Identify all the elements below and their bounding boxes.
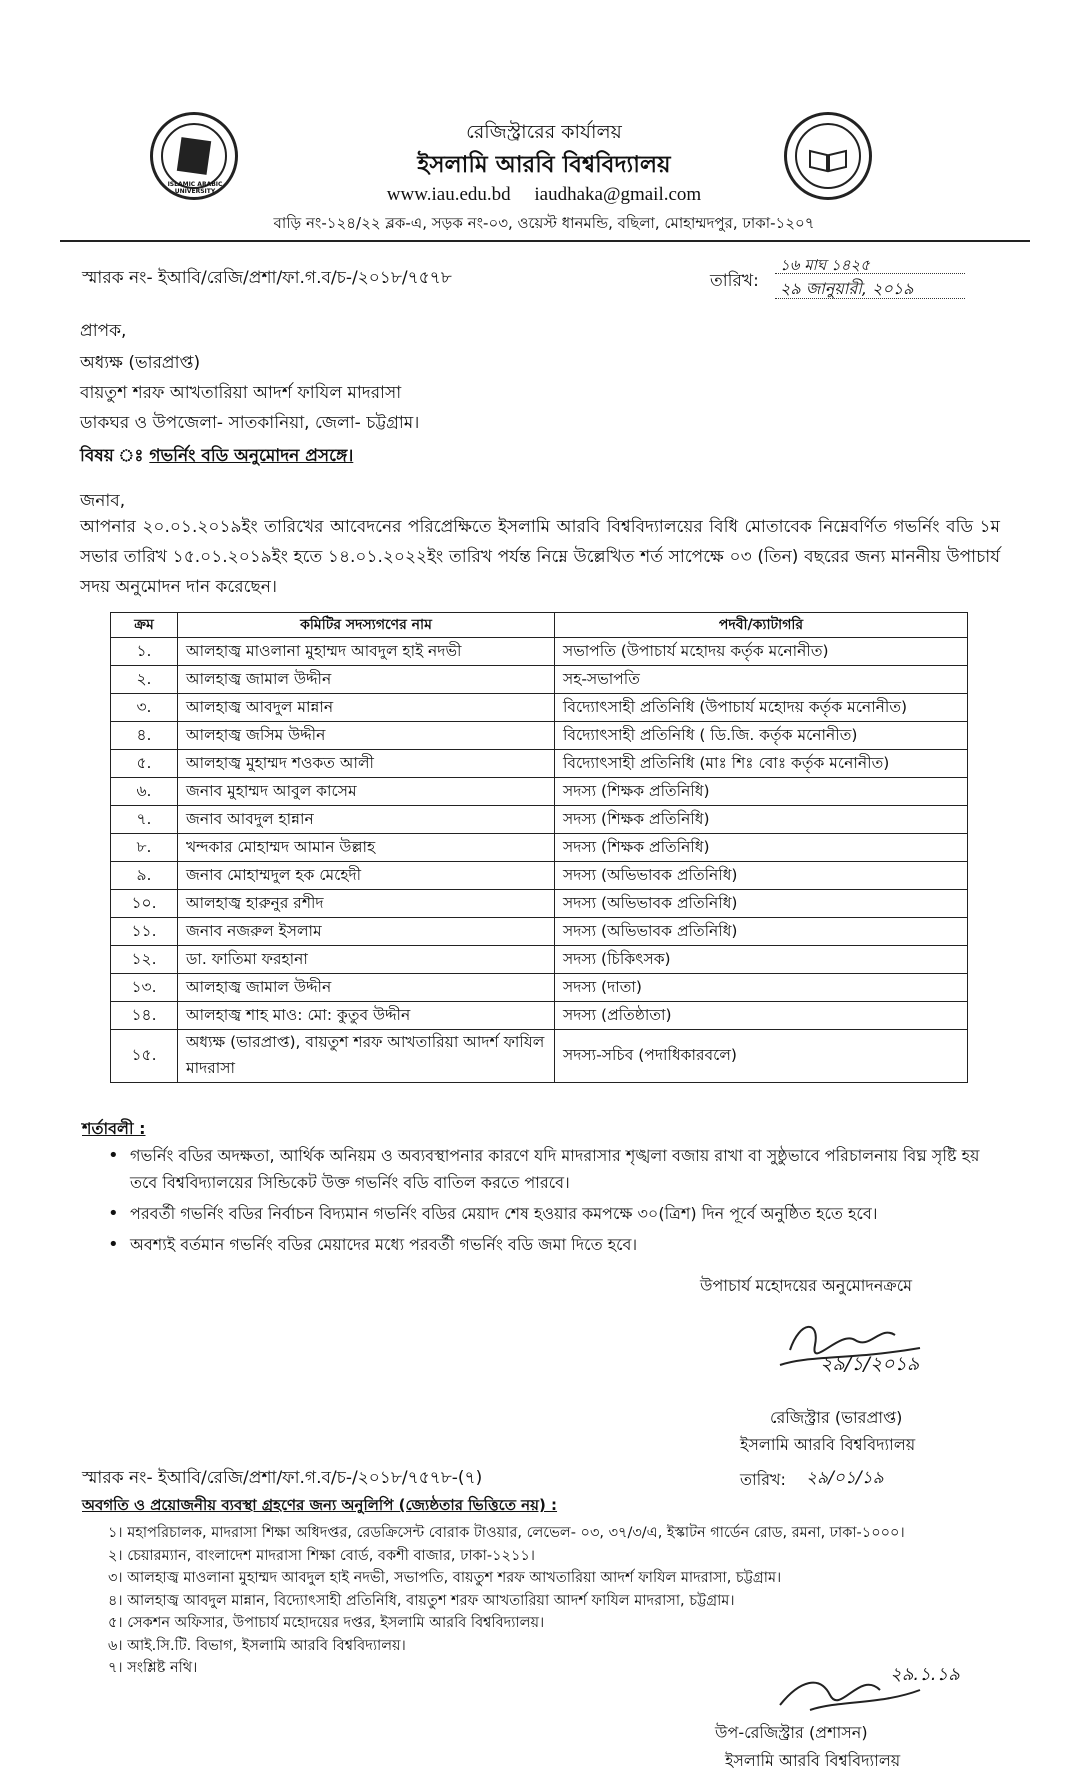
header-divider <box>60 240 1030 242</box>
conditions-list <box>108 1142 988 1262</box>
copy-list <box>108 1522 905 1680</box>
copy-item: ৬। আই.সি.টি. বিভাগ, ইসলামি আরবি বিশ্ববিদ্যালয়। <box>108 1637 406 1654</box>
table-row <box>111 806 968 834</box>
member-designation: সদস্য (চিকিৎসক) <box>555 946 968 974</box>
member-name: আলহাজ্ব জসিম উদ্দীন <box>178 722 555 750</box>
table-row <box>111 1030 968 1083</box>
member-name: জনাব নজরুল ইসলাম <box>178 918 555 946</box>
member-serial: ১২. <box>111 946 178 974</box>
copy-item: ৩। আলহাজ্ব মাওলানা মুহাম্মদ আবদুল হাই নদভী, সভাপতি, বায়তুশ শরফ আখতারিয়া আদর্শ ফাযিল মাদরাসা, চট্টগ্রাম। <box>108 1570 782 1586</box>
member-serial: ১৫. <box>111 1030 178 1083</box>
copy-memo-date: ২৯/০১/১৯ <box>806 1468 884 1488</box>
memo-ref: স্মারক নং- ইআবি/রেজি/প্রশা/ফা.গ.ব/চ-/২০১৮/৭৫৭৮ <box>82 268 452 288</box>
copy-item: ৪। আলহাজ্ব আবদুল মান্নান, বিদ্যোৎসাহী প্রতিনিধি, বায়তুশ শরফ আখতারিয়া আদর্শ ফাযিল মাদরাসা, চট্টগ্রাম। <box>108 1592 735 1609</box>
website-link[interactable]: www.iau.edu.bd <box>386 184 511 205</box>
member-serial: ৮. <box>111 834 178 862</box>
copy-memo-date-label: তারিখ: <box>740 1470 786 1489</box>
copy-item: ২। চেয়ারম্যান, বাংলাদেশ মাদরাসা শিক্ষা বোর্ড, বকশী বাজার, ঢাকা-১২১১। <box>108 1547 535 1564</box>
address-line: বাড়ি নং-১২৪/২২ ব্লক-এ, সড়ক নং-০৩, ওয়েস্ট ধানমন্ডি, বছিলা, মোহাম্মদপুর, ঢাকা-১২০৭ <box>273 214 815 232</box>
copy-item: ৫। সেকশন অফিসার, উপাচার্য মহোদয়ের দপ্তর, ইসলামি আরবি বিশ্ববিদ্যালয়। <box>108 1615 545 1631</box>
member-designation: সদস্য (প্রতিষ্ঠাতা) <box>555 1002 968 1030</box>
subject-label: বিষয় ঃ <box>80 446 144 466</box>
member-name: আলহাজ্ব মাওলানা মুহাম্মদ আবদুল হাই নদভী <box>178 638 555 666</box>
member-designation: বিদ্যোৎসাহী প্রতিনিধি ( ডি.জি. কর্তৃক মনোনীত) <box>555 722 968 750</box>
member-name: জনাব আবদুল হান্নান <box>178 806 555 834</box>
conditions-title: শর্তাবলী : <box>82 1119 146 1138</box>
member-designation: সদস্য-সচিব (পদাধিকারবলে) <box>555 1030 968 1083</box>
date-underline <box>775 273 965 275</box>
copy-memo-heading: অবগতি ও প্রয়োজনীয় ব্যবস্থা গ্রহণের জন্য অনুলিপি (জ্যেষ্ঠতার ভিত্তিতে নয়) : <box>82 1496 558 1514</box>
copy-item: ৭। সংশ্লিষ্ট নথি। <box>108 1660 198 1676</box>
condition-item: • অবশ্যই বর্তমান গভর্নিং বডির মেয়াদের মধ্যে পরবর্তী গভর্নিং বডি জমা দিতে হবে। <box>108 1231 988 1258</box>
salutation: জনাব, <box>80 491 126 511</box>
member-serial: ৯. <box>111 862 178 890</box>
memo-date-label: তারিখ: <box>710 271 759 291</box>
member-name: আলহাজ্ব শাহ মাও: মো: কুতুব উদ্দীন <box>178 1002 555 1030</box>
recipient-line3: ডাকঘর ও উপজেলা- সাতকানিয়া, জেলা- চট্টগ্রাম। <box>80 413 420 433</box>
table-row <box>111 666 968 694</box>
member-designation: সদস্য (অভিভাবক প্রতিনিধি) <box>555 890 968 918</box>
deputy-signature-date: ২৯.১.১৯ <box>890 1664 960 1685</box>
member-designation: বিদ্যোৎসাহী প্রতিনিধি (মাঃ শিঃ বোঃ কর্তৃক মনোনীত) <box>555 750 968 778</box>
copy-memo-ref: স্মারক নং- ইআবি/রেজি/প্রশা/ফা.গ.ব/চ-/২০১৮/৭৫৭৮-(৭) <box>82 1468 483 1488</box>
member-serial: ৬. <box>111 778 178 806</box>
table-row <box>111 834 968 862</box>
recipient-line1: অধ্যক্ষ (ভারপ্রাপ্ত) <box>80 353 201 373</box>
registrar-signature-date: ২৯/১/২০১৯ <box>820 1353 920 1375</box>
university-name: ইসলামি আরবি বিশ্ববিদ্যালয় <box>417 152 671 178</box>
member-designation: সদস্য (অভিভাবক প্রতিনিধি) <box>555 862 968 890</box>
member-serial: ৩. <box>111 694 178 722</box>
table-row <box>111 974 968 1002</box>
member-designation: বিদ্যোৎসাহী প্রতিনিধি (উপাচার্য মহোদয় কর্তৃক মনোনীত) <box>555 694 968 722</box>
member-serial: ১১. <box>111 918 178 946</box>
email-link[interactable]: iaudhaka@gmail.com <box>534 184 702 205</box>
memo-date-bangla: ১৬ মাঘ ১৪২৫ <box>780 256 870 274</box>
table-row <box>111 778 968 806</box>
deputy-registrar-org: ইসলামি আরবি বিশ্ববিদ্যালয় <box>725 1751 901 1770</box>
member-name: খন্দকার মোহাম্মদ আমান উল্লাহ <box>178 834 555 862</box>
member-designation: সদস্য (শিক্ষক প্রতিনিধি) <box>555 778 968 806</box>
member-name: আলহাজ্ব জামাল উদ্দীন <box>178 974 555 1002</box>
member-name: জনাব মুহাম্মদ আবুল কাসেম <box>178 778 555 806</box>
member-name: আলহাজ্ব আবদুল মান্নান <box>178 694 555 722</box>
member-designation: সহ-সভাপতি <box>555 666 968 694</box>
member-name: জনাব মোহাম্মদুল হক মেহেদী <box>178 862 555 890</box>
member-name: আলহাজ্ব জামাল উদ্দীন <box>178 666 555 694</box>
registrar-title: রেজিস্ট্রার (ভারপ্রাপ্ত) <box>770 1408 903 1427</box>
member-name: আলহাজ্ব মুহাম্মদ শওকত আলী <box>178 750 555 778</box>
recipient-label: প্রাপক, <box>80 321 127 341</box>
copy-item: ১। মহাপরিচালক, মাদরাসা শিক্ষা অধিদপ্তর, রেডক্রিসেন্ট বোরাক টাওয়ার, লেভেল- ০৩, ৩৭/৩/এ, ইস্কাটন গার্ডেন রোড, রমনা, ঢাকা-১০০০। <box>108 1525 905 1541</box>
member-name: ডা. ফাতিমা ফরহানা <box>178 946 555 974</box>
table-row <box>111 750 968 778</box>
body-paragraph: আপনার ২০.০১.২০১৯ইং তারিখের আবেদনের পরিপ্রেক্ষিতে ইসলামি আরবি বিশ্ববিদ্যালয়ের বিধি মোতাবেক নিম্নেবর্ণিত গভর্নিং বডি ১ম সভার তারিখ ১৫.০১.২০১৯ইং হতে ১৪.০১.২০২২ইং তারিখ পর্যন্ত নিম্নে উল্লেখিত শর্ত সাপেক্ষে ০৩ (তিন) বছরের জন্য মাননীয় উপাচার্য সদয় অনুমোদন দান করেছেন। <box>80 517 1000 597</box>
table-header-row <box>111 613 968 638</box>
date-underline <box>775 298 965 300</box>
table-row <box>111 722 968 750</box>
table-row <box>111 862 968 890</box>
table-row <box>111 946 968 974</box>
registrar-org: ইসলামি আরবি বিশ্ববিদ্যালয় <box>740 1435 916 1454</box>
member-serial: ১৪. <box>111 1002 178 1030</box>
condition-item: • পরবর্তী গভর্নিং বডির নির্বাচন বিদ্যমান গভর্নিং বডির মেয়াদ শেষ হওয়ার কমপক্ষে ৩০(ত্রিশ) দিন পূর্বে অনুষ্ঠিত হতে হবে। <box>108 1200 988 1227</box>
member-designation: সদস্য (দাতা) <box>555 974 968 1002</box>
member-designation: সদস্য (শিক্ষক প্রতিনিধি) <box>555 834 968 862</box>
table-row <box>111 918 968 946</box>
member-serial: ১০. <box>111 890 178 918</box>
member-serial: ৭. <box>111 806 178 834</box>
deputy-registrar-title: উপ-রেজিস্ট্রার (প্রশাসন) <box>715 1723 868 1742</box>
member-serial: ১৩. <box>111 974 178 1002</box>
subject-line <box>80 443 353 471</box>
member-serial: ৫. <box>111 750 178 778</box>
member-name: অধ্যক্ষ (ভারপ্রাপ্ত), বায়তুশ শরফ আখতারিয়া আদর্শ ফাযিল মাদরাসা <box>178 1030 555 1083</box>
subject-text: গভর্নিং বডি অনুমোদন প্রসঙ্গে। <box>149 446 354 466</box>
member-serial: ৪. <box>111 722 178 750</box>
member-designation: সদস্য (অভিভাবক প্রতিনিধি) <box>555 918 968 946</box>
recipient-line2: বায়তুশ শরফ আখতারিয়া আদর্শ ফাযিল মাদরাসা <box>80 383 402 403</box>
table-row <box>111 694 968 722</box>
member-designation: সভাপতি (উপাচার্য মহোদয় কর্তৃক মনোনীত) <box>555 638 968 666</box>
table-row <box>111 1002 968 1030</box>
office-name: রেজিস্ট্রারের কার্যালয় <box>466 121 622 143</box>
header-name: কমিটির সদস্যগণের নাম <box>178 613 555 638</box>
table-row <box>111 890 968 918</box>
memo-date-english: ২৯ জানুয়ারী, ২০১৯ <box>780 279 914 298</box>
contact-line <box>0 184 1088 206</box>
logo-text: ISLAMIC ARABIC UNIVERSITY <box>167 181 223 195</box>
member-designation: সদস্য (শিক্ষক প্রতিনিধি) <box>555 806 968 834</box>
approval-text: উপাচার্য মহোদয়ের অনুমোদনক্রমে <box>700 1276 913 1295</box>
governing-body-table <box>110 612 968 1083</box>
member-serial: ২. <box>111 666 178 694</box>
header-designation: পদবী/ক্যাটাগরি <box>555 613 968 638</box>
header-serial: ক্রম <box>111 613 178 638</box>
member-name: আলহাজ্ব হারুনুর রশীদ <box>178 890 555 918</box>
member-serial: ১. <box>111 638 178 666</box>
condition-item: • গভর্নিং বডির অদক্ষতা, আর্থিক অনিয়ম ও অব্যবস্থাপনার কারণে যদি মাদরাসার শৃঙ্খলা বজায় রাখা বা সুষ্ঠুভাবে পরিচালনায় বিঘ্ন সৃষ্টি হয় তবে বিশ্ববিদ্যালয়ের সিন্ডিকেট উক্ত গভর্নিং বডি বাতিল করতে পারবে। <box>108 1142 988 1196</box>
table-row <box>111 638 968 666</box>
